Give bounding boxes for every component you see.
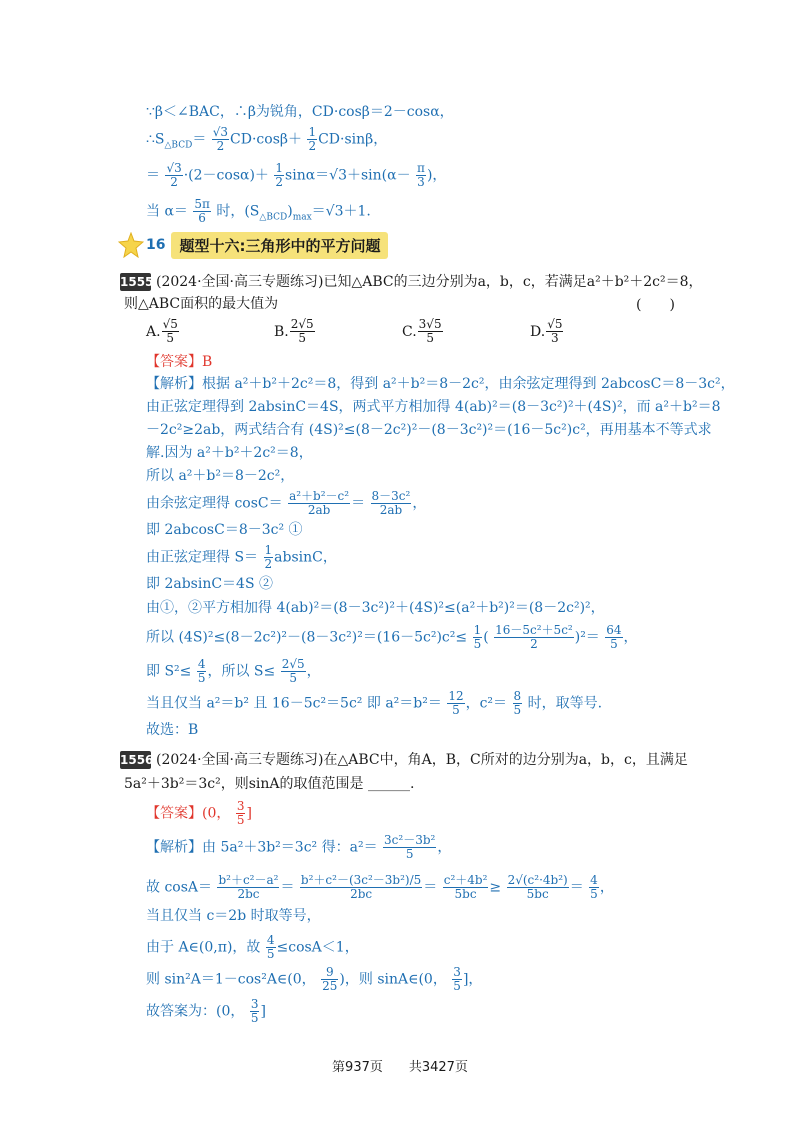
choice-d[interactable]: D. √5 3 bbox=[530, 317, 563, 345]
choice-a[interactable]: A. √5 5 bbox=[146, 317, 178, 345]
section-number: 16 bbox=[146, 237, 166, 253]
q1555-analysis-4: 解.因为 a²＋b²＋2c²＝8， bbox=[146, 445, 313, 461]
q1555-analysis-12: 即 S²≤ $\frac{4}{5}$ ，所以 S≤ $\frac{2√5}{5}$ ， bbox=[146, 657, 321, 685]
section-header bbox=[118, 232, 388, 258]
q1556-analysis-6: 故答案为：(0， $\frac{3}{5}$ ] bbox=[146, 997, 266, 1025]
q1555-analysis-6: 由余弦定理得 cosC＝ $\frac{\text{a²＋b²－c²}}{2ab}$ ＝ $\frac{\text{8－3c²}}{2ab}$ ， bbox=[146, 489, 427, 517]
q1556-analysis-3: 当且仅当 c＝2b 时取等号， bbox=[146, 908, 321, 924]
q1555-analysis-14: 故选：B bbox=[146, 722, 199, 738]
q1556-stem-2: 5a²＋3b²＝3c²，则sinA的取值范围是 ______. bbox=[124, 776, 415, 792]
prev-line-3: ＝ $\frac{√3}{2}$ ·(2－cosα)＋ $\frac{1}{2}$ sinα＝√3＋sin(α－ $\frac{\pi}{3}$ )， bbox=[146, 161, 447, 189]
choice-b[interactable]: B. 2√5 5 bbox=[274, 317, 314, 345]
prev-line-2: $\therefore S_{\triangle BCD}=$ $\frac{√3}{2}$ CD·cosβ＋ $\frac{1}{2}$ CD·sinβ， bbox=[146, 125, 388, 153]
question-number-badge: 1555 bbox=[120, 275, 154, 289]
star-icon bbox=[118, 232, 144, 258]
q1555-stem-1: (2024·全国·高三专题练习)已知△ABC的三边分别为a，b，c，若满足a²＋b²＋2c²＝8， bbox=[156, 274, 703, 290]
q1555-analysis-1: 【解析】根据 a²＋b²＋2c²＝8，得到 a²＋b²＝8－2c²，由余弦定理得到 2abcosC＝8－3c²， bbox=[146, 376, 735, 392]
prev-line-4: 当 α＝ $\frac{5\pi}{6}$ 时，$(S_{\triangle BCD})_{max}=√3+1$. bbox=[146, 197, 371, 225]
q1555-analysis-8: 由正弦定理得 S＝ $\frac{1}{2}$ absinC， bbox=[146, 543, 337, 571]
q1556-analysis-2: 故 cosA＝ $\frac{\text{b²＋c²－a²}}{2bc}$ ＝ $\frac{\text{b²＋c²－(3c²－3b²)/5}}{2bc}$ ＝ $\frac{\text{c²＋4b²}}{5bc}$ ≥ $\frac{\text{2√(c²·4b²)}}{5bc}$ ＝ $\frac{4}{5}$ ， bbox=[146, 873, 614, 901]
prev-line-1: ∵β＜∠BAC，∴β为锐角，CD·cosβ＝2－cosα， bbox=[146, 104, 454, 120]
q1556-analysis-5: 则 sin²A＝1－cos²A∈(0， $\frac{9}{25}$ )，则 sinA∈(0， $\frac{3}{5}$ ]， bbox=[146, 965, 483, 993]
q1555-analysis-7: 即 2abcosC＝8－3c² ① bbox=[146, 522, 303, 538]
q1555-analysis-13: 当且仅当 a²＝b² 且 16－5c²＝5c² 即 a²＝b²＝ $\frac{12}{5}$ ，c²＝ $\frac{8}{5}$ 时，取等号. bbox=[146, 689, 603, 717]
answer-parentheses: ( ) bbox=[636, 297, 675, 313]
page-footer: 第937页 共3427页 bbox=[332, 1060, 468, 1075]
q1555-analysis-9: 即 2absinC＝4S ② bbox=[146, 576, 274, 592]
section-title: 题型十六:三角形中的平方问题 bbox=[171, 232, 388, 259]
q1555-analysis-11: 所以 (4S)²≤(8－2c²)²－(8－3c²)²＝(16－5c²)c²≤ $\frac{1}{5}$ ( $\frac{\text{16－5c²＋5c²}}{2}$ )²＝ $\frac{64}{5}$ ， bbox=[146, 623, 638, 651]
q1556-stem-1: (2024·全国·高三专题练习)在△ABC中，角A，B，C所对的边分别为a，b，c，且满足 bbox=[156, 752, 688, 768]
q1555-analysis-10: 由①，②平方相加得 4(ab)²＝(8－3c²)²＋(4S)²≤(a²＋b²)²＝(8－2c²)²， bbox=[146, 600, 605, 616]
q1555-analysis-3: －2c²≥2ab，两式结合有 (4S)²≤(8－2c²)²－(8－3c²)²＝(16－5c²)c²，再用基本不等式求 bbox=[146, 422, 712, 438]
q1556-analysis-1: 【解析】由 5a²＋3b²＝3c² 得：a²＝ $\frac{\text{3c²－3b²}}{5}$ ， bbox=[146, 833, 452, 861]
q1555-analysis-2: 由正弦定理得到 2absinC＝4S，两式平方相加得 4(ab)²＝(8－3c²)²＋(4S)²，而 a²＋b²＝8 bbox=[146, 399, 721, 415]
q1555-stem-2: 则△ABC面积的最大值为 bbox=[124, 296, 279, 312]
q1556-analysis-4: 由于 A∈(0,π)，故 $\frac{4}{5}$ ≤cosA＜1， bbox=[146, 933, 359, 961]
choices bbox=[146, 318, 706, 345]
question-number-badge: 1556 bbox=[120, 753, 154, 767]
choice-c[interactable]: C. 3√5 5 bbox=[402, 317, 442, 345]
q1555-answer: 【答案】B bbox=[146, 354, 213, 370]
q1555-analysis-5: 所以 a²＋b²＝8－2c²， bbox=[146, 468, 295, 484]
q1556-answer: 【答案】(0， $\frac{3}{5}$ ] bbox=[146, 799, 252, 827]
